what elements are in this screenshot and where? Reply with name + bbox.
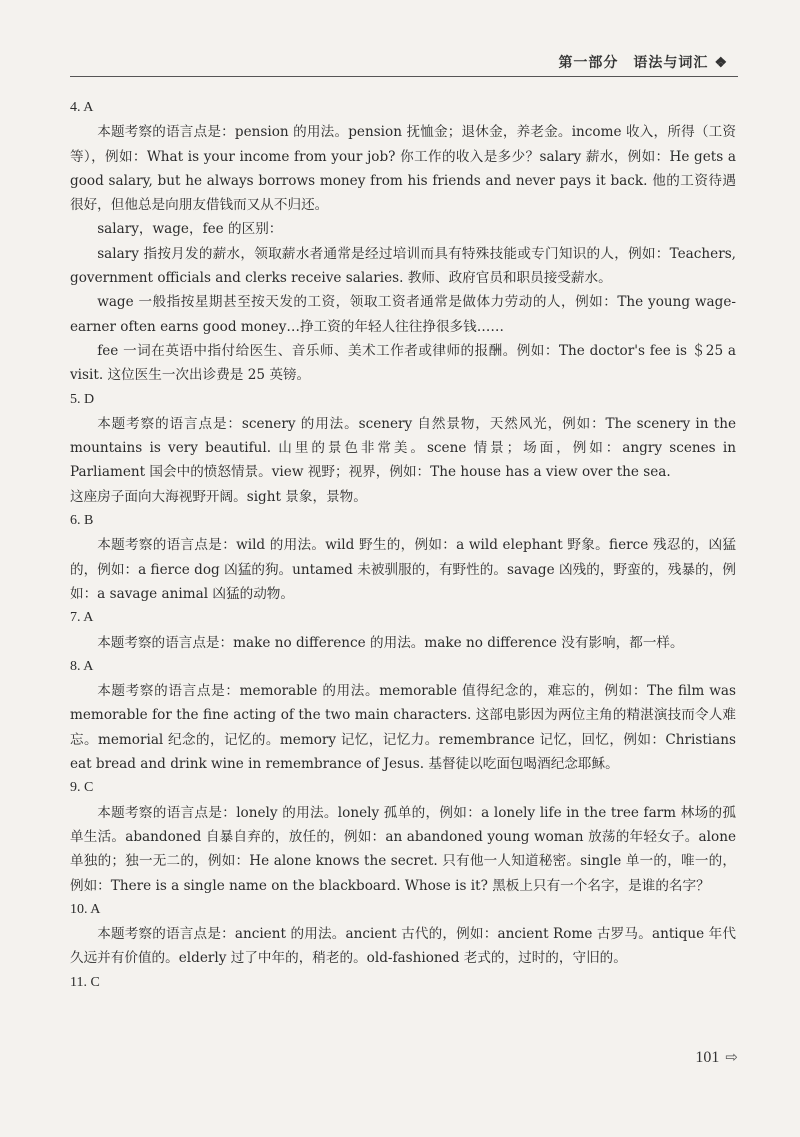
answer-block — [70, 776, 736, 897]
answer-block — [70, 606, 736, 655]
next-page-arrow-icon: ⇨ — [725, 1048, 738, 1066]
answer-label: 11. C — [70, 974, 100, 990]
explanation-paragraph: 本题考察的语言点是：ancient 的用法。ancient 古代的，例如：ancient Rome 古罗马。antique 年代久远并有价值的。elderly 过了中年的，稍老的。old-fashioned 老式的，过时的，守旧的。 — [70, 926, 736, 967]
explanation-paragraph: 本题考察的语言点是：memorable 的用法。memorable 值得纪念的，难忘的，例如：The film was memorable for the fine acting of the two main characters. 这部电影因为两位主角的精湛演技而令人难忘。memorial 纪念的，记忆的。memory 记忆，记忆力。remembrance 记忆，回忆，例如：Christians eat bread and drink wine in remembrance of Jesus. 基督徒以吃面包喝酒纪念耶稣。 — [70, 683, 736, 773]
explanation-paragraph: 本题考察的语言点是：lonely 的用法。lonely 孤单的，例如：a lonely life in the tree farm 林场的孤单生活。abandoned 自暴自弃的，放任的，例如：an abandoned young woman 放荡的年轻女子。alone 单独的；独一无二的，例如：He alone knows the secret. 只有他一人知道秘密。single 单一的，唯一的，例如：There is a single name on the blackboard. Whose is it? 黑板上只有一个名字，是谁的名字？ — [70, 804, 736, 894]
explanation-paragraph: salary 指按月发的薪水，领取薪水者通常是经过培训而具有特殊技能或专门知识的人，例如：Teachers, government officials and clerks receive salaries. 教师、政府官员和职员接受薪水。 — [70, 245, 736, 287]
answer-block — [70, 388, 736, 509]
page-footer — [695, 1048, 738, 1067]
answer-label: 9. C — [70, 780, 94, 796]
explanation-paragraph: 这座房子面向大海视野开阔。sight 景象，景物。 — [70, 488, 367, 505]
answer-label: 6. B — [70, 513, 94, 529]
answer-label: 4. A — [70, 100, 94, 115]
explanation-paragraph: 本题考察的语言点是：wild 的用法。wild 野生的，例如：a wild elephant 野象。fierce 残忍的，凶猛的，例如：a fierce dog 凶猛的狗。untamed 未被驯服的，有野性的。savage 凶残的，野蛮的，残暴的，例如：a savage animal 凶猛的动物。 — [70, 537, 736, 602]
answer-block — [70, 509, 736, 606]
answer-label: 7. A — [70, 610, 94, 626]
page-body — [70, 96, 736, 995]
answer-label: 5. D — [70, 391, 95, 407]
answer-block — [70, 96, 736, 388]
answer-label: 8. A — [70, 658, 94, 674]
explanation-paragraph: fee 一词在英语中指付给医生、音乐师、美术工作者或律师的报酬。例如：The doctor's fee is ＄25 a visit. 这位医生一次出诊费是 25 英镑。 — [70, 342, 736, 384]
header-rule — [70, 76, 738, 77]
diamond-ornament-icon: ❖ — [714, 55, 728, 71]
answer-block — [70, 898, 736, 971]
answer-label: 10. A — [70, 901, 101, 917]
explanation-paragraph: salary，wage，fee 的区别： — [97, 221, 283, 238]
explanation-paragraph: wage 一般指按星期甚至按天发的工资，领取工资者通常是做体力劳动的人，例如：The young wage-earner often earns good money…挣工资的年轻人往往挣很多钱…… — [70, 294, 736, 335]
explanation-paragraph: 本题考察的语言点是：make no difference 的用法。make no difference 没有影响，都一样。 — [97, 634, 684, 651]
header-title: 第一部分 语法与词汇 — [558, 55, 709, 71]
page-number: 101 — [695, 1049, 720, 1066]
explanation-paragraph: 本题考察的语言点是：pension 的用法。pension 抚恤金；退休金，养老金。income 收入，所得（工资等），例如：What is your income from your job? 你工作的收入是多少？salary 薪水，例如：He gets a good salary, but he always borrows money from his friends and never pays it back. 他的工资待遇很好，但他总是向朋友借钱而又从不归还。 — [70, 124, 736, 214]
explanation-paragraph: 本题考察的语言点是：scenery 的用法。scenery 自然景物，天然风光，例如：The scenery in the mountains is very beautiful. 山里的景色非常美。scene 情景；场面，例如：angry scenes in Parliament 国会中的愤怒情景。view 视野；视界，例如：The house has a view over the sea. — [70, 415, 736, 481]
answer-block — [70, 971, 736, 995]
answer-block — [70, 655, 736, 776]
running-header — [558, 52, 728, 72]
